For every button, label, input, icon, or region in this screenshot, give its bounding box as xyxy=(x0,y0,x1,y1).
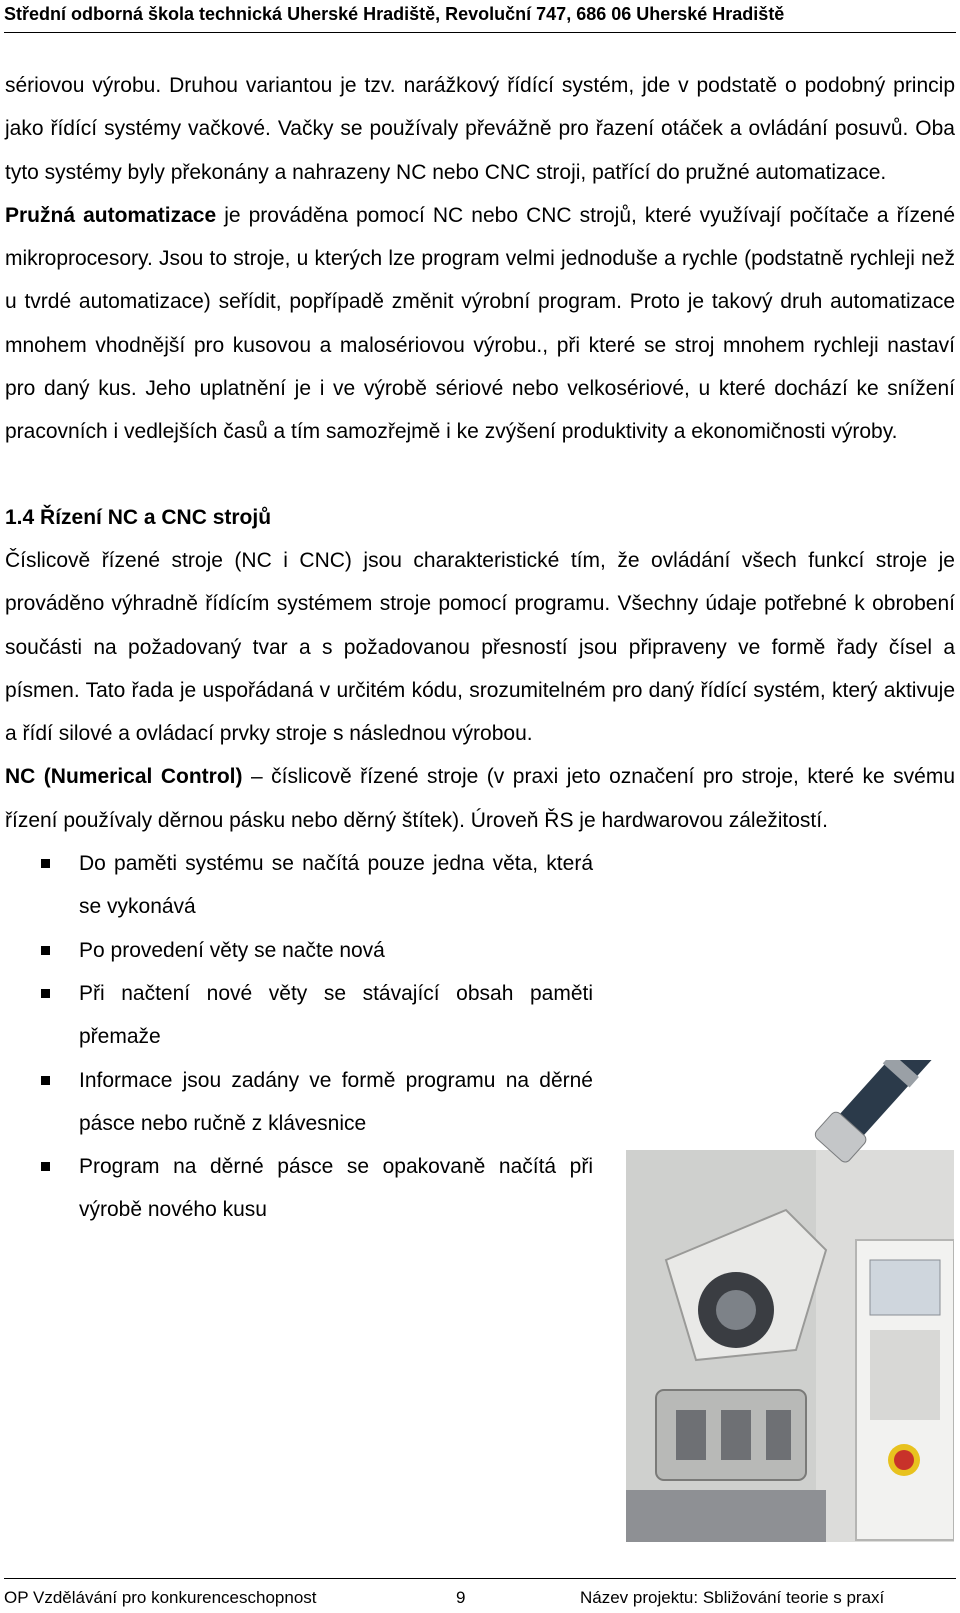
tool-holder xyxy=(721,1410,751,1460)
bullet-square-icon xyxy=(41,1162,50,1171)
list-item-text: Po provedení věty se načte nová xyxy=(79,938,385,962)
list-item-text: Program na děrné pásce se opakovaně načítá při výrobě nového kusu xyxy=(79,1155,593,1222)
paragraph-nc-definition xyxy=(5,755,955,842)
nc-feature-list xyxy=(5,842,593,1232)
list-item xyxy=(5,929,593,972)
term-nc: NC (Numerical Control) xyxy=(5,765,243,789)
bullet-square-icon xyxy=(41,989,50,998)
tool-holder xyxy=(766,1410,791,1460)
bullet-square-icon xyxy=(41,1076,50,1085)
spacer xyxy=(5,454,955,496)
machine-bed xyxy=(626,1490,826,1542)
paragraph-nc-cnc: Číslicově řízené stroje (NC i CNC) jsou charakteristické tím, že ovládání všech funkcí stroje je prováděno výhradně řídícím systémem stroje pomocí programu. Všechny údaje potřebné k obrobení součásti na požadovaný tvar a s požadovanou přesností jsou připraveny ve formě řady čísel a písmen. Tato řada je uspořádaná v určitém kódu, srozumitelném pro daný řídící systém, který aktivuje a řídí silové a ovládací prvky stroje s následnou výrobou. xyxy=(5,548,955,746)
control-screen xyxy=(870,1260,940,1315)
page-number: 9 xyxy=(456,1588,466,1607)
list-item xyxy=(5,842,593,929)
term-flexible-automation: Pružná automatizace xyxy=(5,203,217,227)
list-item-text: Při načtení nové věty se stávající obsah paměti přemaže xyxy=(79,981,593,1049)
footer-project-name: Název projektu: Sbližování teorie s praxí xyxy=(580,1588,885,1607)
list-item xyxy=(5,1059,593,1146)
page-header: Střední odborná škola technická Uherské Hradiště, Revoluční 747, 686 06 Uherské Hradiště xyxy=(4,4,785,24)
paragraph-flexible-automation-text: je prováděna pomocí NC nebo CNC strojů, které využívají počítače a řízené mikroprocesory. Jsou to stroje, u kterých lze program velmi jednoduše a rychle (podstatně rychleji než u tvrdé automatizace) seřídit, popřípadě změnit výrobní program. Proto je takový druh automatizace mnohem vhodnější pro kusovou a malosériovou výrobu., při které se stroj mnohem rychleji nastaví pro daný kus. Jeho uplatnění je i ve výrobě sériové nebo velkosériové, u které dochází ke snížení pracovních i vedlejších časů a tím samozřejmě i ke zvýšení produktivity a ekonomičnosti výroby. xyxy=(5,203,955,444)
list-item xyxy=(5,972,593,1059)
paragraph-nc-definition-text: – číslicově řízené stroje (v praxi jeto označení pro stroje, které ke svému řízení používaly děrnou pásku nebo děrný štítek). Úroveň ŘS je hardwarovou záležitostí. xyxy=(5,765,956,832)
header-rule xyxy=(4,32,956,33)
list-item-text: Informace jsou zadány ve formě programu na děrné pásce nebo ručně z klávesnice xyxy=(79,1068,593,1135)
bullet-square-icon xyxy=(41,859,50,868)
tool-holder-shank xyxy=(813,1060,954,1164)
bullet-square-icon xyxy=(41,946,50,955)
paragraph-intro: sériovou výrobu. Druhou variantou je tzv. narážkový řídící systém, jde v podstatě o podobný princip jako řídící systémy vačkové. Vačky se používaly převážně pro řazení otáček a ovládání posuvů. Oba tyto systémy byly překonány a nahrazeny NC nebo CNC stroji, patřící do pružné automatizace. xyxy=(5,74,955,184)
chuck-center xyxy=(716,1290,756,1330)
cnc-machine-photo xyxy=(626,1060,954,1542)
control-keypad xyxy=(870,1330,940,1420)
paragraph-flexible-automation xyxy=(5,194,955,454)
document-body xyxy=(5,64,955,1232)
footer-rule xyxy=(4,1578,956,1579)
emergency-stop-button xyxy=(894,1450,914,1470)
tool-holder xyxy=(676,1410,706,1460)
list-item xyxy=(5,1145,593,1232)
section-title: 1.4 Řízení NC a CNC strojů xyxy=(5,505,272,529)
list-item-text: Do paměti systému se načítá pouze jedna věta, která se vykonává xyxy=(79,852,593,919)
footer-program: OP Vzdělávání pro konkurenceschopnost xyxy=(4,1588,317,1607)
